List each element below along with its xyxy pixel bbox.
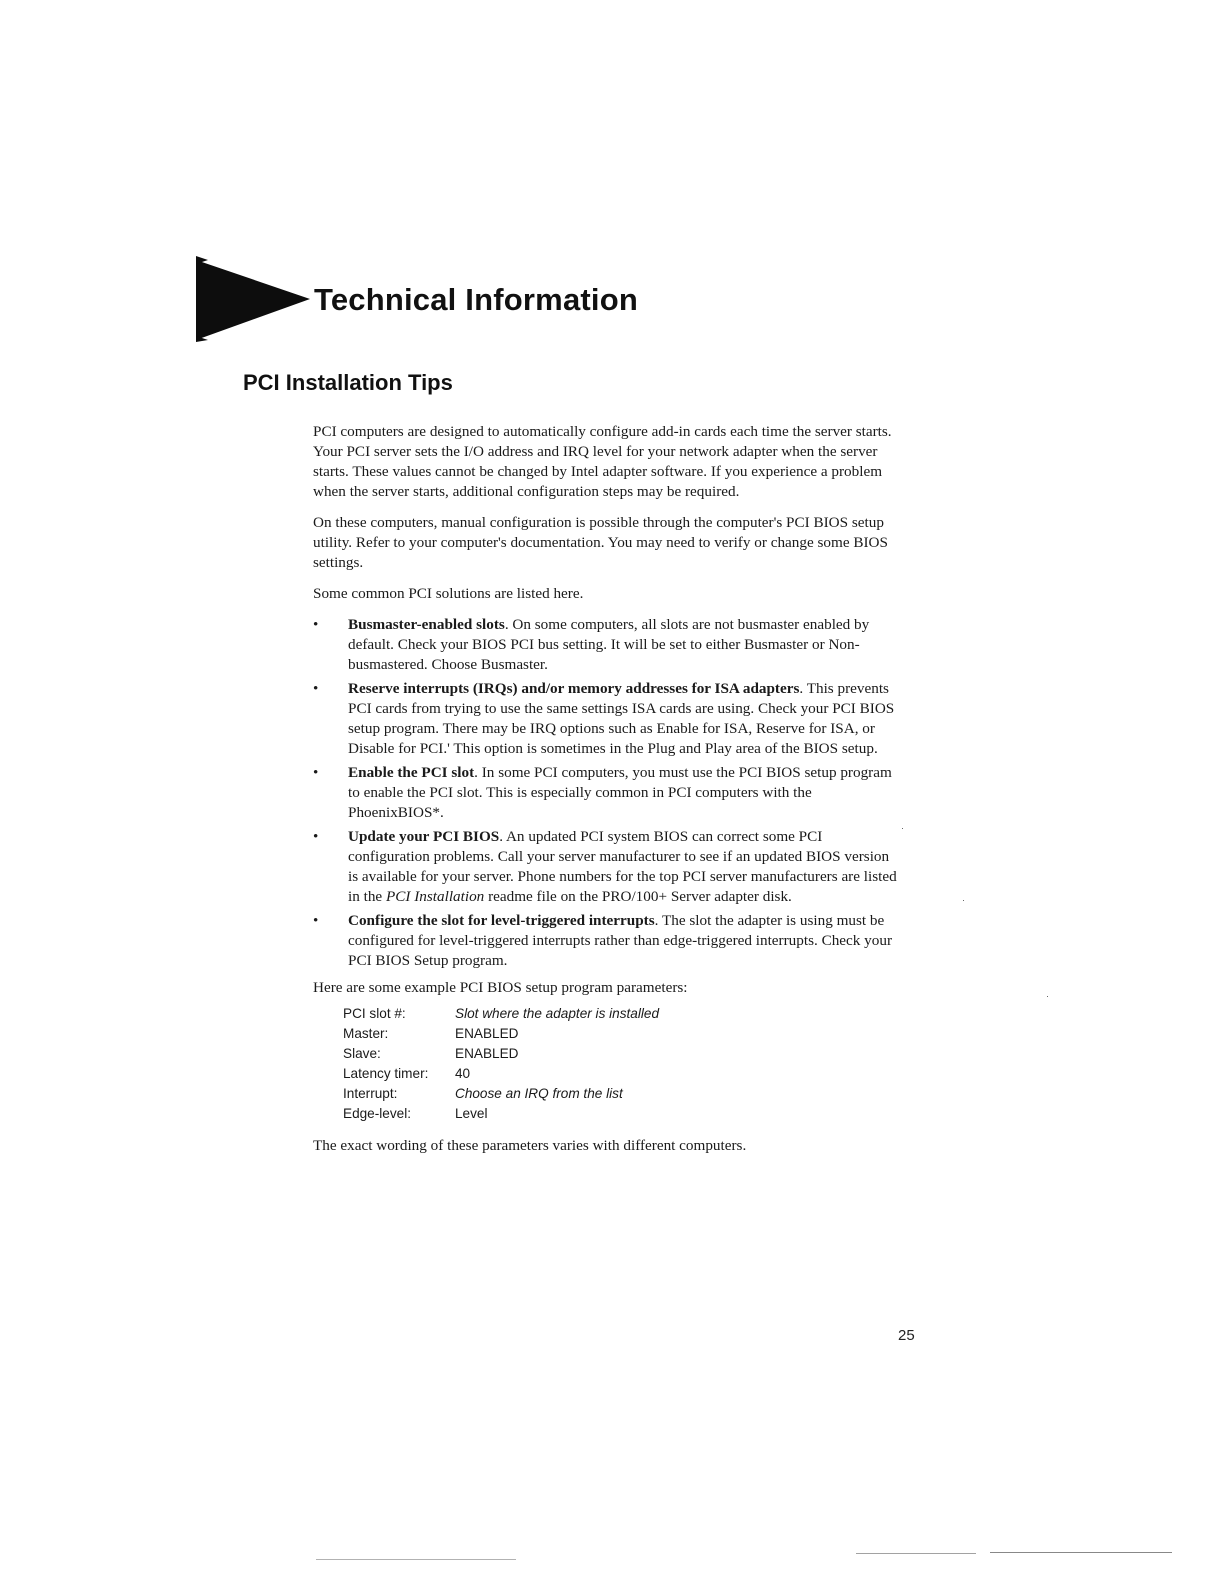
tip-text: readme file on the PRO/100+ Server adapter disk. xyxy=(484,888,792,905)
scan-speck xyxy=(1047,996,1048,997)
tip-text: . In some PCI computers, you must use the PCI BIOS setup program to enable the PCI slot. This is especially common in PCI computers with the PhoenixBIOS*. xyxy=(348,764,892,821)
scan-speck xyxy=(963,900,964,901)
bullet-icon: • xyxy=(313,912,319,929)
tips-list xyxy=(313,615,898,971)
tip-title: Reserve interrupts (IRQs) and/or memory addresses for ISA adapters xyxy=(348,680,800,697)
tip-enable-slot xyxy=(313,763,898,823)
param-label: Slave: xyxy=(343,1046,381,1061)
param-label: Master: xyxy=(343,1026,389,1041)
tip-title: Busmaster-enabled slots xyxy=(348,616,505,633)
scan-speck xyxy=(902,828,903,829)
params-table xyxy=(343,1004,898,1124)
bullet-icon: • xyxy=(313,616,319,633)
param-value: Slot where the adapter is installed xyxy=(455,1006,660,1021)
param-value: 40 xyxy=(455,1066,471,1081)
body-text xyxy=(313,422,898,1167)
param-value: ENABLED xyxy=(455,1026,519,1041)
param-label: Interrupt: xyxy=(343,1086,398,1101)
tip-busmaster xyxy=(313,615,898,675)
tip-level-triggered xyxy=(313,911,898,971)
param-label: Edge-level: xyxy=(343,1106,412,1121)
page-number: 25 xyxy=(898,1327,915,1344)
param-row xyxy=(343,1024,898,1044)
params-intro: Here are some example PCI BIOS setup program parameters: xyxy=(313,979,688,996)
tip-title: Enable the PCI slot xyxy=(348,764,475,781)
param-label: PCI slot #: xyxy=(343,1006,406,1021)
tip-reserve-interrupts xyxy=(313,679,898,759)
param-row xyxy=(343,1004,898,1024)
closing-paragraph: The exact wording of these parameters varies with different computers. xyxy=(313,1137,747,1154)
intro-paragraph: On these computers, manual configuration is possible through the computer's PCI BIOS setup utility. Refer to your computer's documentation. You may need to verify or change some BIOS settings. xyxy=(313,514,888,571)
bullet-icon: • xyxy=(313,680,319,697)
tip-reference: PCI Installation xyxy=(385,888,485,905)
tip-text: . This prevents PCI cards from trying to use the same settings ISA cards are using. Check your PCI BIOS setup program. There may be IRQ options such as Enable for ISA, Reserve for ISA, or Disable for PCI.' This option is sometimes in the Plug and Play area of the BIOS setup. xyxy=(348,680,895,757)
section-title: PCI Installation Tips xyxy=(243,370,453,395)
param-label: Latency timer: xyxy=(343,1066,429,1081)
param-row xyxy=(343,1044,898,1064)
param-row xyxy=(343,1104,898,1124)
bullet-icon: • xyxy=(313,828,319,845)
bullet-icon: • xyxy=(313,764,319,781)
tip-update-bios xyxy=(313,827,898,907)
tip-text: . An updated PCI system BIOS can correct some PCI configuration problems. Call your server manufacturer to see if an updated BIOS version is available for your server. Phone numbers for the top PCI server manufacturers are listed in the xyxy=(348,828,897,905)
chapter-title: Technical Information xyxy=(314,282,638,317)
scan-edge-line xyxy=(856,1553,976,1554)
scan-edge-line xyxy=(990,1552,1172,1553)
scan-edge-line xyxy=(316,1559,516,1560)
chapter-arrow-icon xyxy=(194,256,310,342)
param-row xyxy=(343,1064,898,1084)
intro-paragraph: PCI computers are designed to automatically configure add-in cards each time the server starts. Your PCI server sets the I/O address and IRQ level for your network adapter when the server starts. These values cannot be changed by Intel adapter software. If you experience a problem when the server starts, additional configuration steps may be required. xyxy=(313,423,892,500)
param-row xyxy=(343,1084,898,1104)
param-value: Level xyxy=(455,1106,488,1121)
tip-text: . The slot the adapter is using must be configured for level-triggered interrupts rather than edge-triggered interrupts. Check your PCI BIOS Setup program. xyxy=(348,912,893,969)
tip-title: Update your PCI BIOS xyxy=(348,828,500,845)
param-value: Choose an IRQ from the list xyxy=(455,1086,623,1101)
intro-paragraph: Some common PCI solutions are listed here. xyxy=(313,585,584,602)
tip-text: . On some computers, all slots are not busmaster enabled by default. Check your BIOS PCI bus setting. It will be set to either Busmaster or Non-busmastered. Choose Busmaster. xyxy=(348,616,870,673)
param-value: ENABLED xyxy=(455,1046,519,1061)
tip-title: Configure the slot for level-triggered interrupts xyxy=(348,912,655,929)
